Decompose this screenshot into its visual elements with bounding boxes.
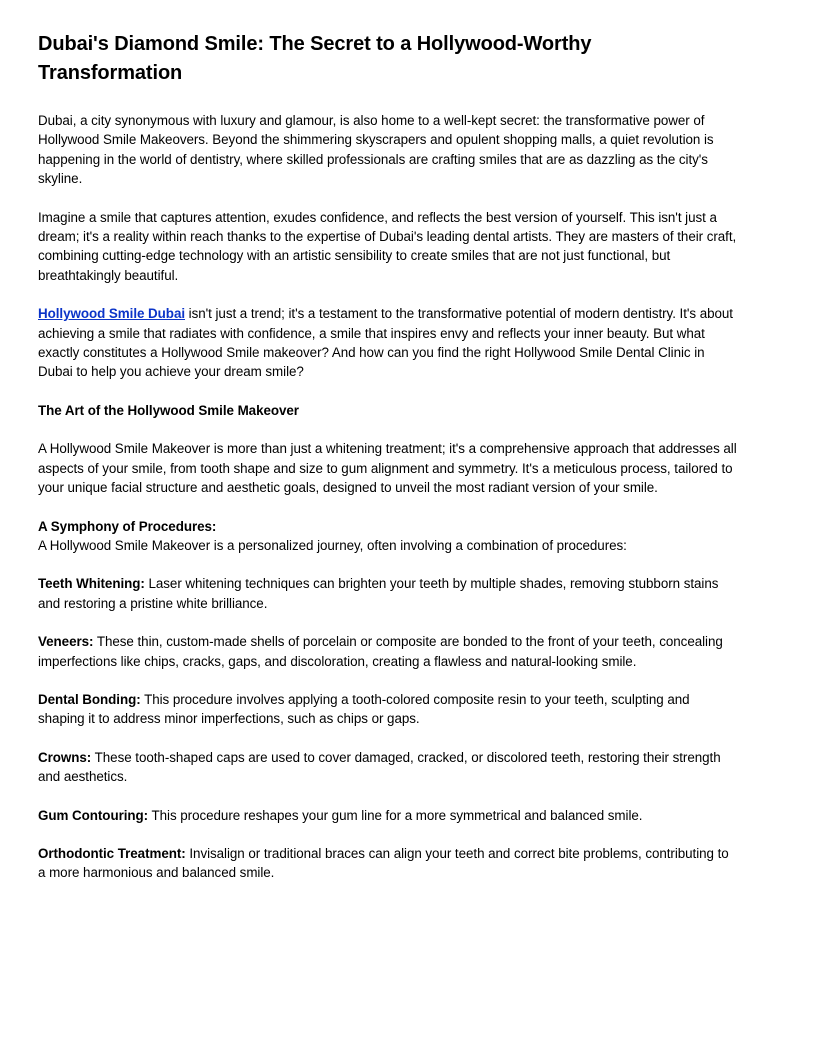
procedure-item-orthodontic-treatment	[38, 844, 738, 883]
procedure-description: This procedure reshapes your gum line for a more symmetrical and balanced smile.	[148, 807, 643, 823]
procedure-description: These thin, custom-made shells of porcelain or composite are bonded to the front of your teeth, concealing imperfections like chips, cracks, gaps, and discoloration, creating a flawless and natural-looking smile.	[38, 634, 723, 669]
procedures-intro: A Hollywood Smile Makeover is a personalized journey, often involving a combination of procedures:	[38, 537, 627, 553]
procedure-item-dental-bonding	[38, 690, 738, 729]
hollywood-smile-dubai-link[interactable]: Hollywood Smile Dubai	[38, 306, 186, 322]
procedure-description: Laser whitening techniques can brighten your teeth by multiple shades, removing stubborn stains and restoring a pristine white brilliance.	[38, 576, 719, 611]
procedure-item-gum-contouring	[38, 806, 738, 825]
link-paragraph-text: isn't just a trend; it's a testament to the transformative potential of modern dentistry. It's about achieving a smile that radiates with confidence, a smile that inspires envy and reflects your inner beauty. But what exactly constitutes a Hollywood Smile makeover? And how can you find the right Hollywood Smile Dental Clinic in Dubai to help you achieve your dream smile?	[38, 306, 733, 380]
procedures-block	[38, 517, 738, 556]
procedure-term: Veneers:	[38, 634, 94, 650]
procedure-description: These tooth-shaped caps are used to cover damaged, cracked, or discolored teeth, restoring their strength and aesthetics.	[38, 749, 721, 785]
section-heading: The Art of the Hollywood Smile Makeover	[38, 402, 299, 418]
procedure-term: Gum Contouring:	[38, 807, 149, 823]
procedure-item-crowns	[38, 748, 738, 787]
intro-paragraph-2: Imagine a smile that captures attention, exudes confidence, and reflects the best version of yourself. This isn't just a dream; it's a reality within reach thanks to the expertise of Dubai's leading dental artists. They are masters of their craft, combining cutting-edge technology with an artistic sensibility to create smiles that are not just functional, but breathtakingly beautiful.	[38, 209, 737, 283]
document-page	[38, 30, 738, 902]
procedure-item-teeth-whitening	[38, 574, 738, 613]
link-paragraph	[38, 304, 738, 382]
section-paragraph: A Hollywood Smile Makeover is more than just a whitening treatment; it's a comprehensive approach that addresses all aspects of your smile, from tooth shape and size to gum alignment and symmetry. It's a meticulous process, tailored to your unique facial structure and aesthetic goals, designed to unveil the most radiant version of your smile.	[38, 441, 737, 496]
procedure-term: Teeth Whitening:	[38, 576, 145, 592]
procedure-term: Dental Bonding:	[38, 691, 141, 707]
procedure-description: This procedure involves applying a tooth-colored composite resin to your teeth, sculpting and shaping it to address minor imperfections, such as chips or gaps.	[38, 691, 690, 727]
procedure-term: Crowns:	[38, 749, 92, 765]
procedure-item-veneers	[38, 632, 738, 671]
article-title: Dubai's Diamond Smile: The Secret to a Hollywood-Worthy Transformation	[38, 33, 592, 84]
procedures-heading: A Symphony of Procedures:	[38, 518, 217, 534]
intro-paragraph-1: Dubai, a city synonymous with luxury and glamour, is also home to a well-kept secret: the transformative power of Hollywood Smile Makeovers. Beyond the shimmering skyscrapers and opulent shopping malls, a quiet revolution is happening in the world of dentistry, where skilled professionals are crafting smiles that are as dazzling as the city's skyline.	[38, 113, 714, 187]
procedure-description: Invisalign or traditional braces can align your teeth and correct bite problems, contributing to a more harmonious and balanced smile.	[38, 845, 729, 881]
procedure-term: Orthodontic Treatment:	[38, 845, 186, 861]
